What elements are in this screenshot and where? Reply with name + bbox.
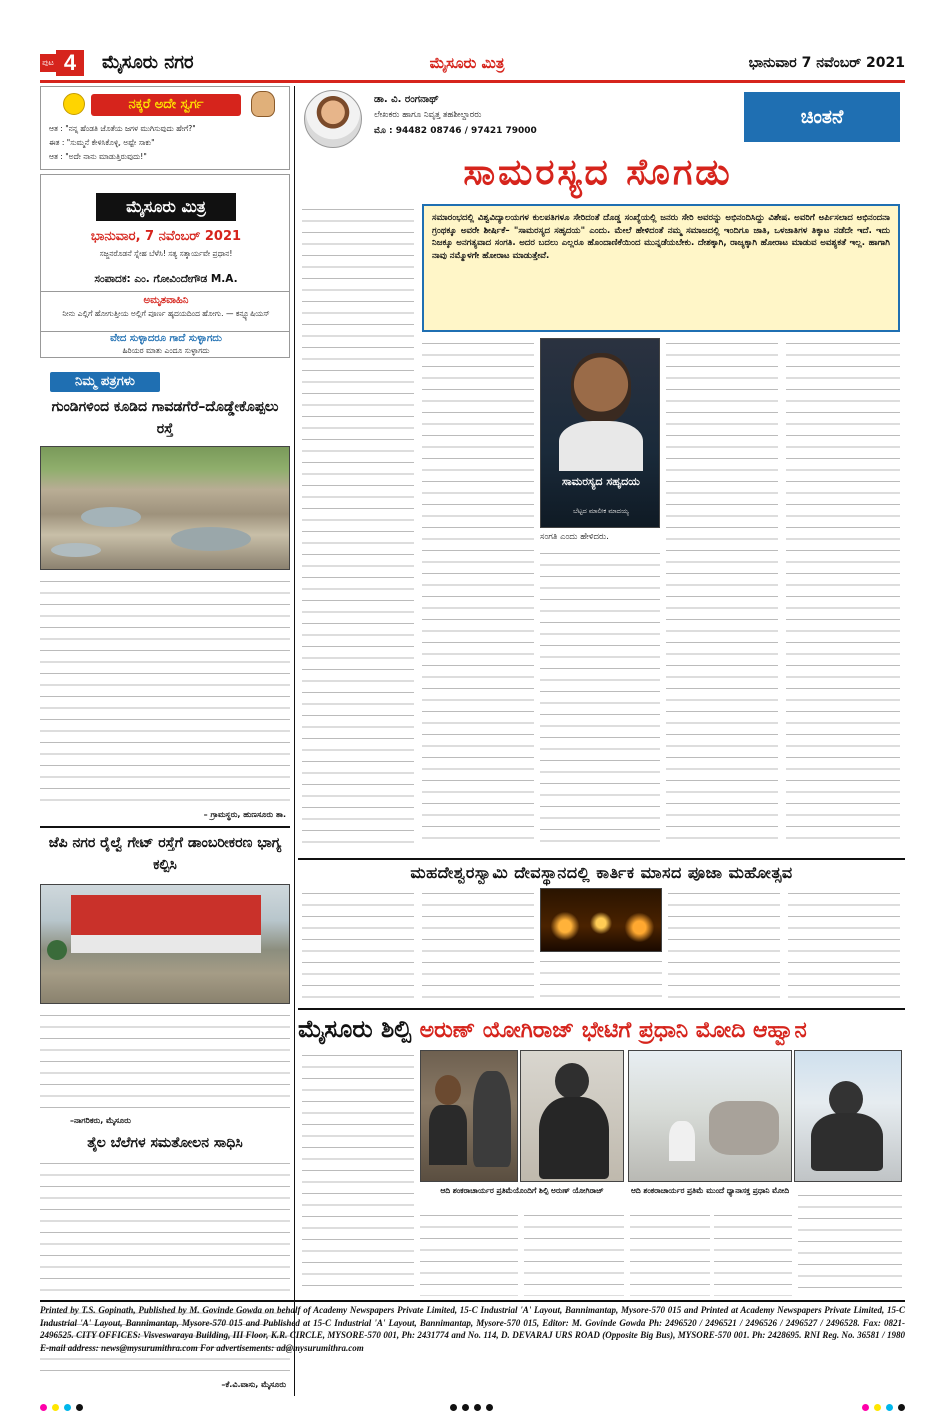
header-masthead: ಮೈಸೂರು ಮಿತ್ರ bbox=[429, 54, 505, 72]
author-name: ಡಾ. ವಿ. ರಂಗನಾಥ್ bbox=[374, 94, 439, 105]
book-title: ಸಾಮರಸ್ಯದ ಸಹೃದಯ bbox=[562, 475, 640, 488]
modi-text-col5 bbox=[714, 1210, 792, 1296]
humor-line: ಆತ : "ನನ್ನ ಹೆಂಡತಿ ಜೊತೆಯ ಜಗಳ ಮುಗಿಸುವುದು ಹೇಗೆ?" bbox=[49, 124, 196, 133]
letter-headline: ತೈಲ ಬೆಲೆಗಳ ಸಮತೋಲನ ಸಾಧಿಸಿ bbox=[87, 1135, 243, 1151]
section-rule bbox=[298, 1008, 905, 1010]
letter-byline: – ಗ್ರಾಮಸ್ಥರು, ಹುಣಸೂರು ತಾ. bbox=[203, 810, 286, 819]
column-divider bbox=[294, 86, 295, 1396]
sculptor-with-statue-photo bbox=[420, 1050, 518, 1182]
letter-byline: –ಕೆ.ವಿ.ವಾಸು, ಮೈಸೂರು bbox=[221, 1380, 286, 1389]
letter-headline: ಗುಂಡಿಗಳಿಂದ ಕೂಡಿದ ಗಾವಡಗೆರೆ–ದೊಡ್ಡೇಕೊಪ್ಪಲು ರಸ್ತೆ bbox=[51, 399, 279, 437]
header-rule bbox=[40, 80, 905, 83]
photo-caption: ಆದಿ ಶಂಕರಾಚಾರ್ಯರ ಪ್ರತಿಮೆಯೊಂದಿಗೆ ಶಿಲ್ಪಿ ಅರುಣ್ ಯೋಗಿರಾಜ್ bbox=[440, 1186, 604, 1195]
modi-headline-part2: ಅರುಣ್ ಯೋಗಿರಾಜ್ ಭೇಟಿಗೆ ಪ್ರಧಾನಿ ಮೋದಿ ಆಹ್ವಾನ bbox=[419, 1018, 807, 1043]
oil-lamps-photo bbox=[540, 888, 662, 952]
karthika-text-col4 bbox=[668, 888, 780, 1004]
chinthane-text-col4 bbox=[666, 338, 778, 848]
author-role: ಲೇಖಕರು ಹಾಗೂ ನಿವೃತ್ತ ತಹಶೀಲ್ದಾರರು bbox=[374, 110, 482, 120]
road-potholes-photo bbox=[40, 446, 290, 570]
page-label: ಪುಟ bbox=[40, 54, 56, 72]
page-number: 4 bbox=[56, 50, 84, 76]
karthika-text-col1 bbox=[302, 888, 414, 1004]
column-label: ಚಿಂತನೆ bbox=[744, 92, 900, 142]
masthead-box bbox=[40, 174, 290, 358]
modi-text-col6 bbox=[798, 1190, 902, 1296]
statue-full-photo bbox=[794, 1050, 902, 1182]
karthika-text-col5 bbox=[788, 888, 900, 1004]
letter-body bbox=[40, 1010, 290, 1114]
modi-section bbox=[298, 1050, 905, 1296]
sidebar-masthead: ಮೈಸೂರು ಮಿತ್ರ bbox=[96, 193, 236, 221]
modi-text-col4 bbox=[630, 1210, 710, 1296]
humor-line: ಈತ : "ಸುಮ್ಮನೆ ಕೇಳಿಸಿಕೊಳ್ಳಿ, ಅಷ್ಟೇ ಸಾಕು" bbox=[49, 138, 155, 147]
humor-box bbox=[40, 86, 290, 170]
section-name: ಮೈಸೂರು ನಗರ bbox=[102, 52, 194, 73]
pullquote-box bbox=[422, 204, 900, 332]
chinthane-text-col1 bbox=[302, 204, 414, 848]
sidebar-editor: ಸಂಪಾದಕ: ಎಂ. ಗೋವಿಂದೇಗೌಡ M.A. bbox=[94, 273, 238, 285]
modi-text-col3 bbox=[524, 1210, 624, 1296]
header bbox=[40, 48, 905, 78]
modi-headline bbox=[298, 1012, 905, 1046]
modi-headline-part1: ಮೈಸೂರು ಶಿಲ್ಪಿ bbox=[298, 1015, 412, 1043]
letter-byline: –ನಾಗರಿಕರು, ಮೈಸೂರು bbox=[70, 1116, 131, 1125]
pullquote-text: ಸಮಾರಂಭದಲ್ಲಿ ವಿಶ್ವವಿದ್ಯಾಲಯಗಳ ಕುಲಪತಿಗಳೂ ಸೇರಿದಂತೆ ದೊಡ್ಡ ಸಂಖ್ಯೆಯಲ್ಲಿ ಜನರು ಸೇರಿ ಅವರನ್ನು ಅಭಿನಂದಿಸಿದ್ದು ವಿಶೇಷ. ಅವರಿಗೆ ಅರ್ಪಿಸಲಾದ ಅಭಿನಂದನಾ ಗ್ರಂಥಕ್ಕೂ ಅವರೇ ಶೀರ್ಷಿಕೆ– "ಸಾಮರಸ್ಯದ ಸಹೃದಯ" ಎಂದು. ಮೇಲೆ ಹೇಳಿದಂತೆ ನಮ್ಮ ಸಮಾಜದಲ್ಲಿ ಇಂದಿಗೂ ಜಾತಿ, ಒಳಜಾತಿಗಳ ತಿಕ್ಕಾಟ ನಡೆದೇ ಇದೆ. ಇದು ನಿಜಕ್ಕೂ ಅನಗತ್ಯವಾದ ಸಂಗತಿ. ಅದರ ಬದಲು ಎಲ್ಲರೂ ಹೊಂದಾಣಿಕೆಯಿಂದ ಮುನ್ನಡೆಯಬೇಕು. ದೇಶಕ್ಕಾಗಿ, ರಾಜ್ಯಕ್ಕಾಗಿ ಹೋರಾಟ ಮಾಡುವ ಅವಶ್ಯಕತೆ ಇಲ್ಲ. ಹಾಗಾಗಿ ನಾವು ನಮ್ಮೊಳಗೇ ಹೋರಾಟ ಮಾಡುತ್ತೇವೆ. bbox=[432, 213, 890, 261]
footer-imprint: Printed by T.S. Gopinath, Published by M. Govinde Gowda on behalf of Academy Newspapers Private Limited, 15-C Industrial 'A' Layout, Bannimantap, Mysore-570 015 and Printed at Academy Newspapers Private Limited, 15-C Industrial 'A' Layout, Bannimantap, Mysore-570 015 and Published at 15-C Industrial 'A' Layout, Bannimantap, Mysore-570 015, Editor: M. Govinde Gowda Ph: 2496520 / 2496521 / 2496526 / 2496527 / 2496528. Fax: 0821-2496525. CITY OFFICES: Visveswaraya Building, III Floor, K.R. CIRCLE, MYSORE-570 001, Ph: 2431774 and No. 114, D. DEVARAJ URS ROAD (Opposite Big Bus), MYSORE-570 001. Ph: 2428695. RNI Reg. No. 36581 / 1980 E-mail address: news@mysurumithra.com For advertisements: ad@mysurumithra.com bbox=[40, 1305, 905, 1353]
statue-closeup-photo bbox=[520, 1050, 624, 1182]
chinthane-text-col5 bbox=[786, 338, 900, 848]
karthika-section bbox=[298, 888, 905, 1008]
modi-text-col2 bbox=[420, 1210, 518, 1296]
veda-title: ವೇದ ಸುಳ್ಳಾದರೂ ಗಾದೆ ಸುಳ್ಳಾಗದು bbox=[110, 333, 222, 344]
photo-caption: ಸಂಗತಿ ಎಂದು ಹೇಳಿದರು. bbox=[540, 532, 609, 542]
karthika-headline: ಮಹದೇಶ್ವರಸ್ವಾಮಿ ದೇವಸ್ಥಾನದಲ್ಲಿ ಕಾರ್ತಿಕ ಮಾಸದ ಪೂಜಾ ಮಹೋತ್ಸವ bbox=[410, 863, 793, 882]
sidebar bbox=[40, 86, 290, 1396]
humor-title: ನಕ್ಕರೆ ಅದೇ ಸ್ವರ್ಗ bbox=[91, 94, 241, 116]
amrutha-title: ಅಮೃತವಾಹಿನಿ bbox=[143, 295, 189, 306]
sidebar-tagline: ಸಜ್ಜನರೊಡನೆ ಸ್ನೇಹ ಬೆಳೆಸಿ! ಸತ್ಯ ಸತ್ಕಾರ್ಯವೇ ಪ್ರಧಾನ! bbox=[99, 249, 233, 258]
veda-text: ಹಿರಿಯರ ಮಾತು ಎಂದೂ ಸುಳ್ಳಾಗದು bbox=[122, 346, 210, 355]
karthika-text-col3 bbox=[540, 956, 662, 1004]
book-cover-photo bbox=[540, 338, 660, 528]
chinthane-section bbox=[298, 86, 905, 856]
chinthane-text-col2 bbox=[422, 338, 534, 848]
section-rule bbox=[298, 858, 905, 860]
laughing-face-icon bbox=[63, 93, 85, 115]
header-date: ಭಾನುವಾರ 7 ನವೆಂಬರ್ 2021 bbox=[748, 55, 905, 71]
author-phone: ಮೊ : 94482 08746 / 97421 79000 bbox=[374, 126, 537, 136]
modi-text-col1 bbox=[302, 1050, 414, 1296]
cartoon-icon bbox=[251, 91, 275, 117]
footer-rule bbox=[40, 1300, 905, 1302]
book-subtitle: ಬೆಟ್ಟದ ಮಾಲೀಕ ಮಾದಯ್ಯ bbox=[573, 507, 629, 515]
headline: ಸಾಮರಸ್ಯದ ಸೊಗಡು bbox=[463, 151, 733, 193]
sidebar-date: ಭಾನುವಾರ, 7 ನವೆಂಬರ್ 2021 bbox=[90, 229, 242, 244]
registration-marks bbox=[40, 1404, 905, 1414]
humor-line: ಆತ : "ಅದೇ ನಾನು ಮಾಡುತ್ತಿರುವುದು!" bbox=[49, 152, 147, 161]
karthika-text-col2 bbox=[422, 888, 534, 1004]
photo-caption: ಆದಿ ಶಂಕರಾಚಾರ್ಯರ ಪ್ರತಿಮೆ ಮುಂದೆ ಧ್ಯಾನಾಸಕ್ತ ಪ್ರಧಾನಿ ಮೋದಿ bbox=[630, 1186, 790, 1195]
modi-meditating-photo bbox=[628, 1050, 792, 1182]
amrutha-text: ನೀನು ಎಲ್ಲಿಗೆ ಹೋಗುತ್ತೀಯ ಅಲ್ಲಿಗೆ ಪೂರ್ಣ ಹೃದಯದಿಂದ ಹೋಗು. — ಕನ್ಫ್ಯೂಷಿಯಸ್ bbox=[62, 309, 270, 318]
railway-gate-road-photo bbox=[40, 884, 290, 1004]
letters-header: ನಿಮ್ಮ ಪತ್ರಗಳು bbox=[50, 372, 160, 392]
author-photo bbox=[304, 90, 362, 148]
letter-headline: ಜೆಪಿ ನಗರ ರೈಲ್ವೆ ಗೇಟ್ ರಸ್ತೆಗೆ ಡಾಂಬರೀಕರಣ ಭಾಗ್ಯ ಕಲ್ಪಿಸಿ bbox=[48, 835, 282, 873]
letter-body bbox=[40, 576, 290, 808]
chinthane-text-col3 bbox=[540, 548, 660, 848]
